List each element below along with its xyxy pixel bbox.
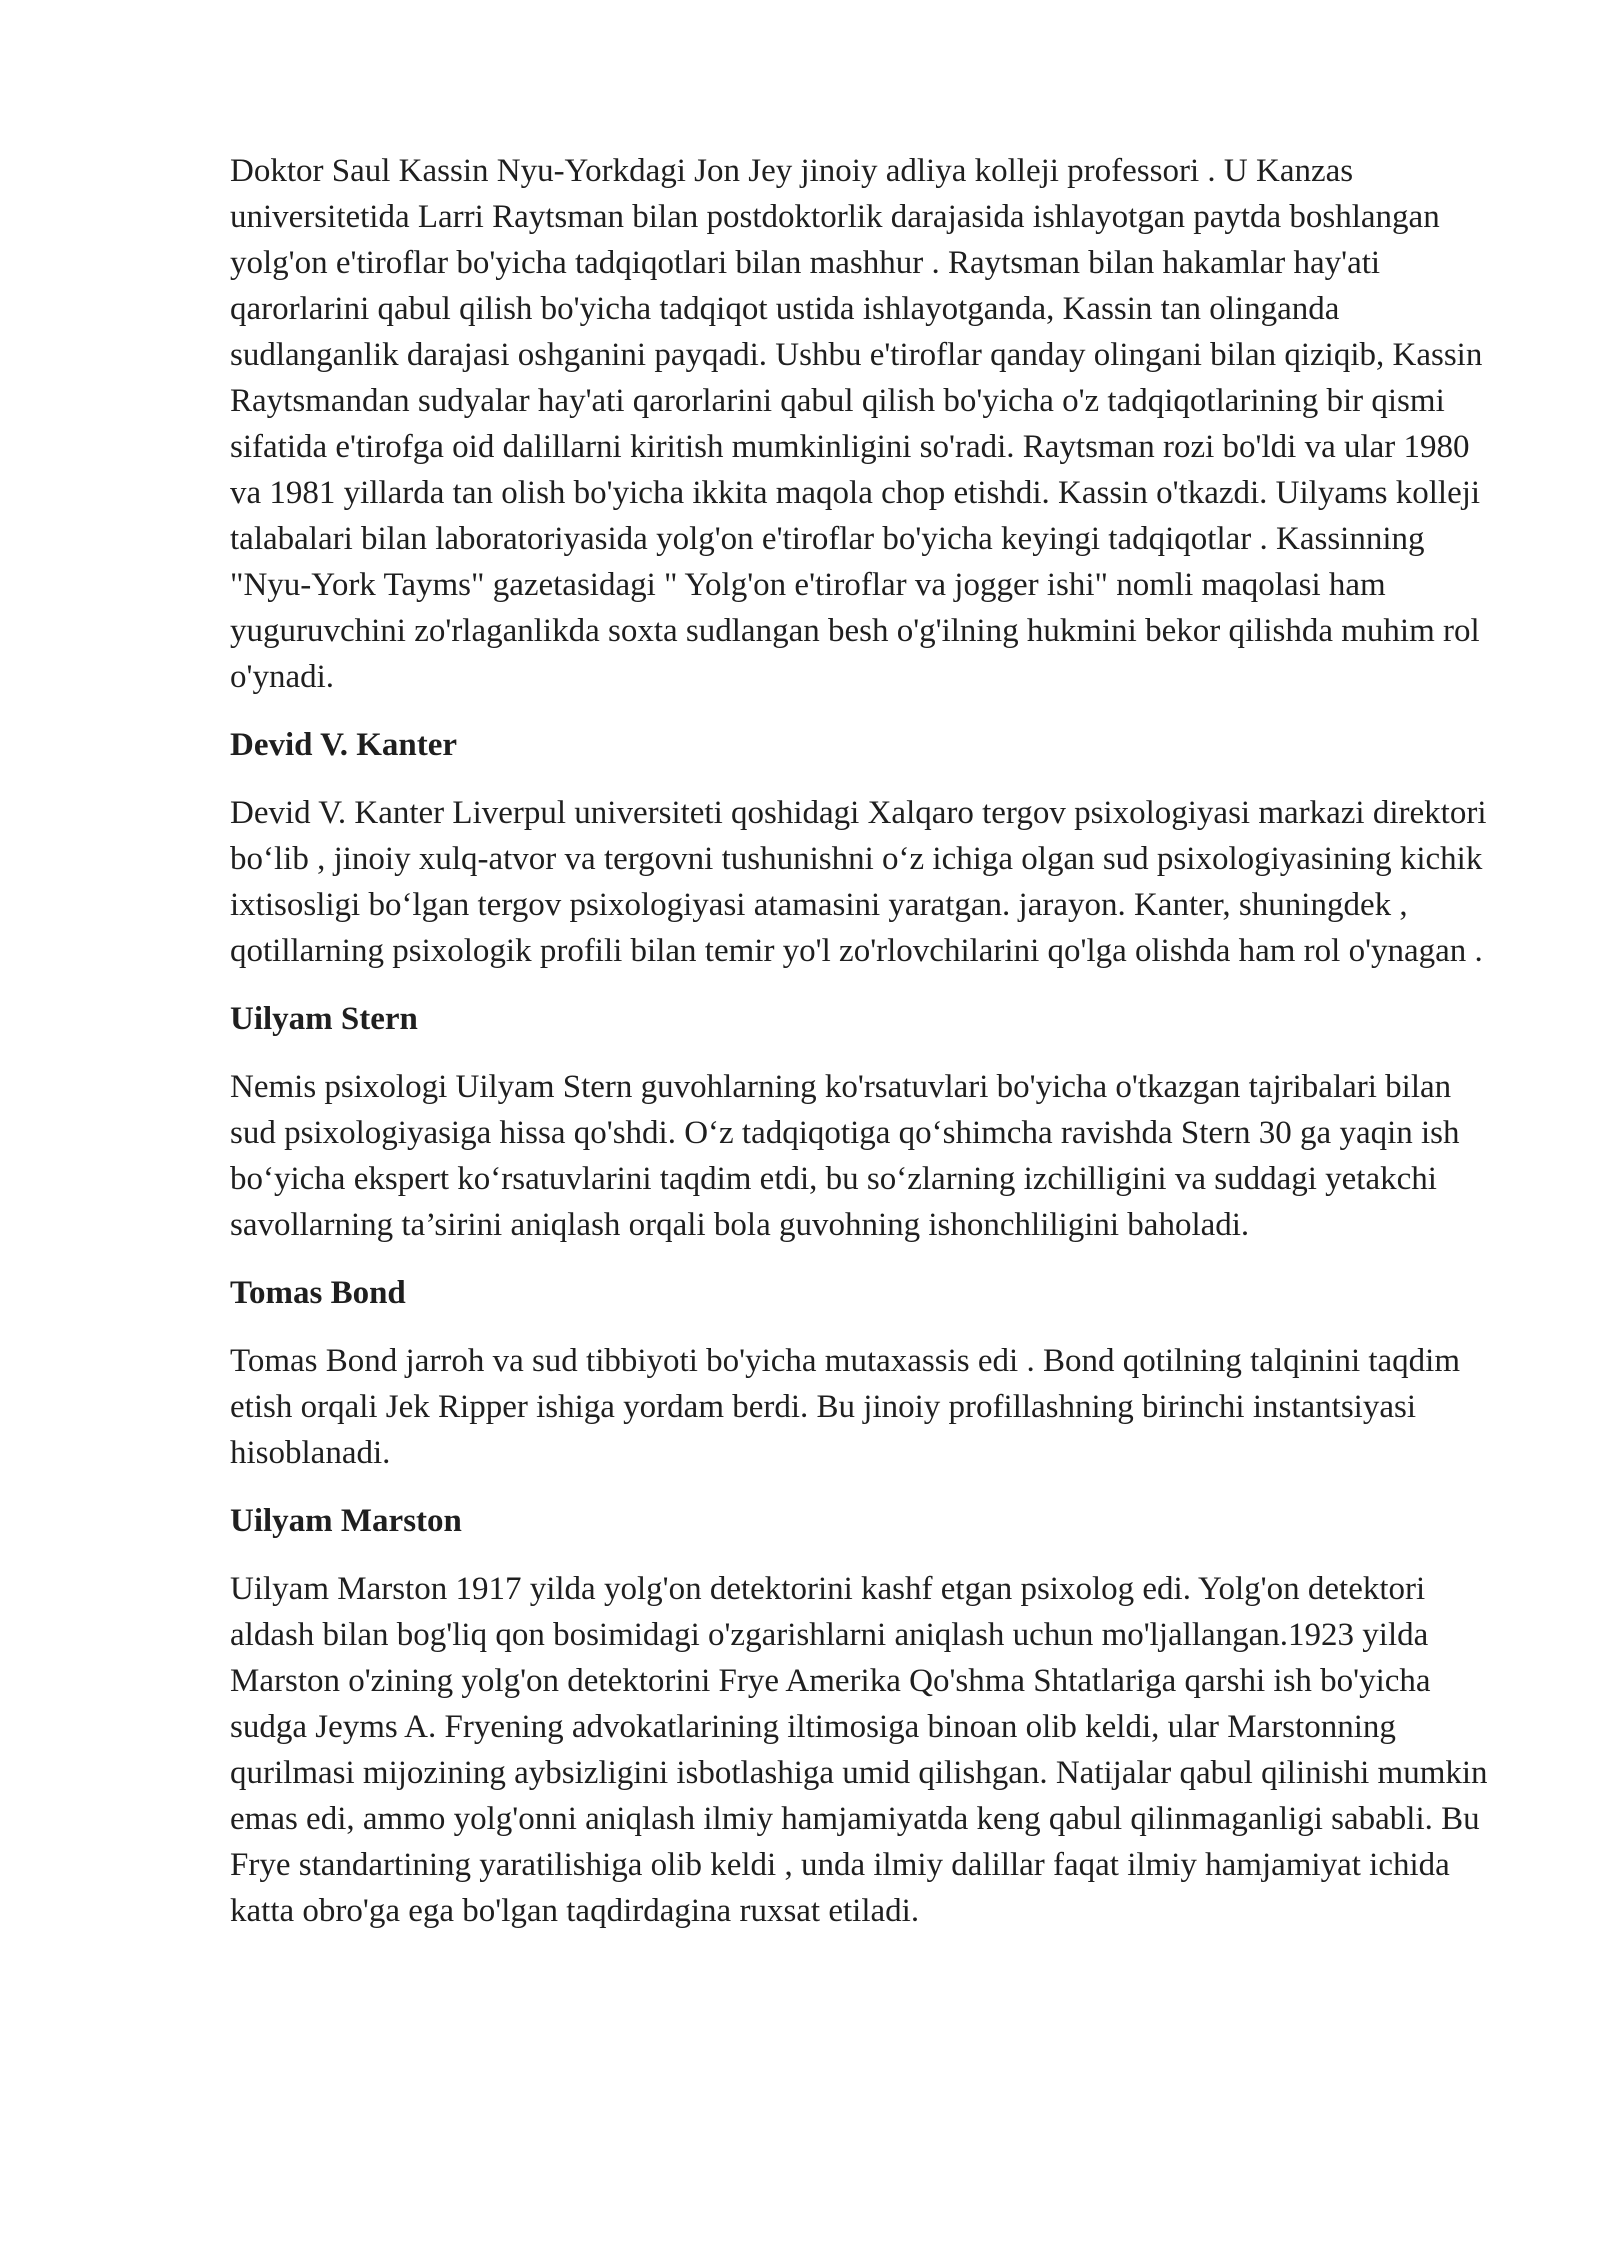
heading-bond: Tomas Bond	[230, 1275, 406, 1311]
paragraph-bond: Tomas Bond jarroh va sud tibbiyoti bo'yicha mutaxassis edi . Bond qotilning talqinini taqdim etish orqali Jek Ripper ishiga yordam berdi. Bu jinoiy profillashning birinchi instantsiyasi hisoblanadi.	[230, 1343, 1461, 1471]
paragraph-marston: Uilyam Marston 1917 yilda yolg'on detektorini kashf etgan psixolog edi. Yolg'on detektori aldash bilan bog'liq qon bosimidagi o'zgarishlarni aniqlash uchun mo'ljallangan.1923 yilda Marston o'zining yolg'on detektorini Frye Amerika Qo'shma Shtatlariga qarshi ish bo'yicha sudga Jeyms A. Fryening advokatlarining iltimosiga binoan olib keldi, ular Marstonning qurilmasi mijozining aybsizligini isbotlashiga umid qilishgan. Natijalar qabul qilinishi mumkin emas edi, ammo yolg'onni aniqlash ilmiy hamjamiyatda keng qabul qilinmaganligi sababli. Bu Frye standartining yaratilishiga olib keldi , unda ilmiy dalillar faqat ilmiy hamjamiyat ichida katta obro'ga ega bo'lgan taqdirdagina ruxsat etiladi.	[230, 1571, 1488, 1929]
heading-stern: Uilyam Stern	[230, 1001, 418, 1037]
paragraph-kassin: Doktor Saul Kassin Nyu-Yorkdagi Jon Jey jinoiy adliya kolleji professori . U Kanzas universitetida Larri Raytsman bilan postdoktorlik darajasida ishlayotgan paytda boshlangan yolg'on e'tiroflar bo'yicha tadqiqotlari bilan mashhur . Raytsman bilan hakamlar hay'ati qarorlarini qabul qilish bo'yicha tadqiqot ustida ishlayotganda, Kassin tan olinganda sudlanganlik darajasi oshganini payqadi. Ushbu e'tiroflar qanday olingani bilan qiziqib, Kassin Raytsmandan sudyalar hay'ati qarorlarini qabul qilish bo'yicha o'z tadqiqotlarining bir qismi sifatida e'tirofga oid dalillarni kiritish mumkinligini so'radi. Raytsman rozi bo'ldi va ular 1980 va 1981 yillarda tan olish bo'yicha ikkita maqola chop etishdi. Kassin o'tkazdi. Uilyams kolleji talabalari bilan laboratoriyasida yolg'on e'tiroflar bo'yicha keyingi tadqiqotlar . Kassinning "Nyu-York Tayms" gazetasidagi " Yolg'on e'tiroflar va jogger ishi" nomli maqolasi ham yuguruvchini zo'rlaganlikda soxta sudlangan besh o'g'ilning hukmini bekor qilishda muhim rol o'ynadi.	[230, 153, 1483, 695]
paragraph-kanter: Devid V. Kanter Liverpul universiteti qoshidagi Xalqaro tergov psixologiyasi markazi direktori bo‘lib , jinoiy xulq-atvor va tergovni tushunishni o‘z ichiga olgan sud psixologiyasining kichik ixtisosligi bo‘lgan tergov psixologiyasi atamasini yaratgan. jarayon. Kanter, shuningdek , qotillarning psixologik profili bilan temir yo'l zo'rlovchilarini qo'lga olishda ham rol o'ynagan .	[230, 795, 1487, 969]
paragraph-stern: Nemis psixologi Uilyam Stern guvohlarning ko'rsatuvlari bo'yicha o'tkazgan tajribalari bilan sud psixologiyasiga hissa qo'shdi. O‘z tadqiqotiga qo‘shimcha ravishda Stern 30 ga yaqin ish bo‘yicha ekspert ko‘rsatuvlarini taqdim etdi, bu so‘zlarning izchilligini va suddagi yetakchi savollarning ta’sirini aniqlash orqali bola guvohning ishonchliligini baholadi.	[230, 1069, 1460, 1243]
heading-kanter: Devid V. Kanter	[230, 727, 458, 763]
document-page	[230, 148, 1495, 1934]
heading-marston: Uilyam Marston	[230, 1503, 462, 1539]
